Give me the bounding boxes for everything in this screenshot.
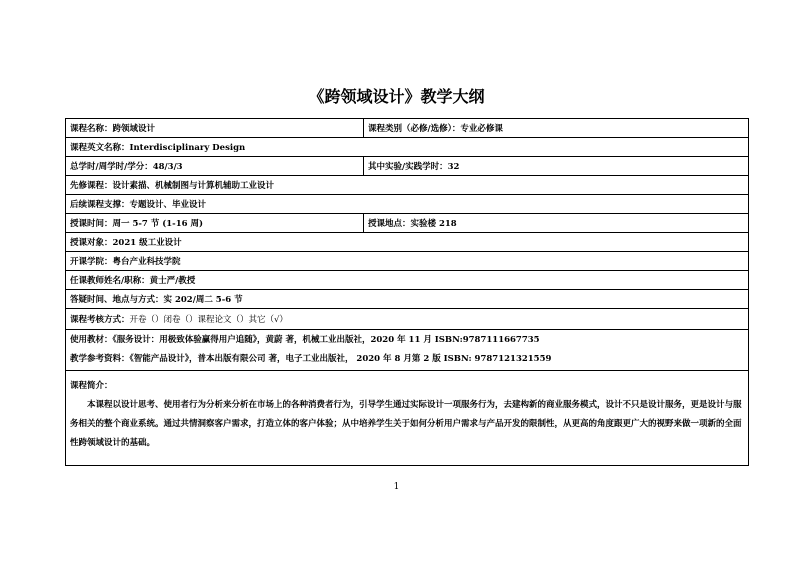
course-category-cell	[364, 119, 749, 138]
field-label: 授课时间：	[70, 219, 113, 229]
field-value: 实 202/周二 5-6 节	[163, 295, 243, 305]
followup-cell	[66, 195, 749, 214]
field-value: 粤台产业科技学院	[112, 257, 181, 267]
field-value: 2021 级工业设计	[112, 238, 182, 248]
books-cell	[66, 330, 749, 371]
field-label: 教学参考资料：	[70, 354, 130, 364]
syllabus-table	[65, 118, 749, 466]
field-label: 授课对象：	[70, 238, 113, 248]
field-label: 授课地点：	[368, 219, 411, 229]
practice-hours-cell	[364, 157, 749, 176]
intro-text: 本课程以设计思考、使用者行为分析来分析在市场上的各种消费者行为，引导学生通过实际设计一项服务行为，去建构新的商业服务模式，设计不只是设计服务，更是设计与服务相关的整个商业系统。通过共情洞察客户需求，打造立体的客户体验；从中培养学生关于如何分析用户需求与产品开发的限制性，从更高的角度跟更广大的视野来做一项新的全面性跨领域设计的基础。	[70, 400, 742, 448]
field-label: 课程简介：	[70, 381, 113, 391]
table-row	[66, 176, 749, 195]
field-value: 48/3/3	[152, 162, 183, 172]
table-row	[66, 271, 749, 290]
exam-cell	[66, 309, 749, 330]
target-cell	[66, 233, 749, 252]
field-label: 其中实验/实践学时：	[368, 162, 448, 172]
field-value: 跨领域设计	[112, 124, 156, 134]
table-row	[66, 233, 749, 252]
qa-cell	[66, 290, 749, 309]
field-label: 后续课程支撑：	[70, 200, 130, 210]
table-row	[66, 252, 749, 271]
field-value: 专题设计、毕业设计	[129, 200, 207, 210]
field-label: 答疑时间、地点与方式：	[70, 295, 164, 305]
college-cell	[66, 252, 749, 271]
field-label: 总学时/周学时/学分：	[70, 162, 153, 172]
field-value: 专业必修课	[460, 124, 503, 134]
hours-cell	[66, 157, 364, 176]
field-label: 课程考核方式：	[70, 315, 130, 325]
field-value: 《智能产品设计》，普本出版有限公司 著，电子工业出版社， 2020 年 8 月第 2 版 ISBN: 9787121321559	[129, 354, 552, 364]
table-row	[66, 309, 749, 330]
field-label: 课程名称：	[70, 124, 113, 134]
intro-cell	[66, 371, 749, 466]
document-title: 《跨领域设计》教学大纲	[308, 87, 485, 106]
field-value: Interdisciplinary Design	[129, 143, 246, 153]
field-label: 使用教材：	[70, 335, 113, 345]
table-row	[66, 157, 749, 176]
place-cell	[364, 214, 749, 233]
field-value: 32	[447, 162, 460, 172]
table-row	[66, 290, 749, 309]
field-value: 《服务设计：用极致体验赢得用户追随》，黄蔚 著，机械工业出版社，2020 年 11 月 ISBN:9787111667735	[112, 335, 540, 345]
table-row	[66, 214, 749, 233]
field-label: 开课学院：	[70, 257, 113, 267]
field-label: 任课教师姓名/职称：	[70, 276, 150, 286]
field-value: 黄士严/教授	[149, 276, 196, 286]
english-name-cell	[66, 138, 749, 157]
field-label: 课程英文名称：	[70, 143, 130, 153]
table-row	[66, 371, 749, 466]
table-row	[66, 119, 749, 138]
course-name-cell	[66, 119, 364, 138]
time-cell	[66, 214, 364, 233]
table-row	[66, 195, 749, 214]
page-number: 1	[393, 482, 400, 492]
table-row	[66, 330, 749, 371]
field-value: 设计素描、机械制图与计算机辅助工业设计	[112, 181, 275, 191]
field-label: 课程类别（必修/选修）：	[368, 124, 461, 134]
field-label: 先修课程：	[70, 181, 113, 191]
table-row	[66, 138, 749, 157]
field-value: 实验楼 218	[410, 219, 457, 229]
prerequisite-cell	[66, 176, 749, 195]
teacher-cell	[66, 271, 749, 290]
field-value: 开卷（）闭卷（）课程论文（）其它（√）	[129, 315, 288, 325]
field-value: 周一 5-7 节 (1-16 周)	[112, 219, 204, 229]
